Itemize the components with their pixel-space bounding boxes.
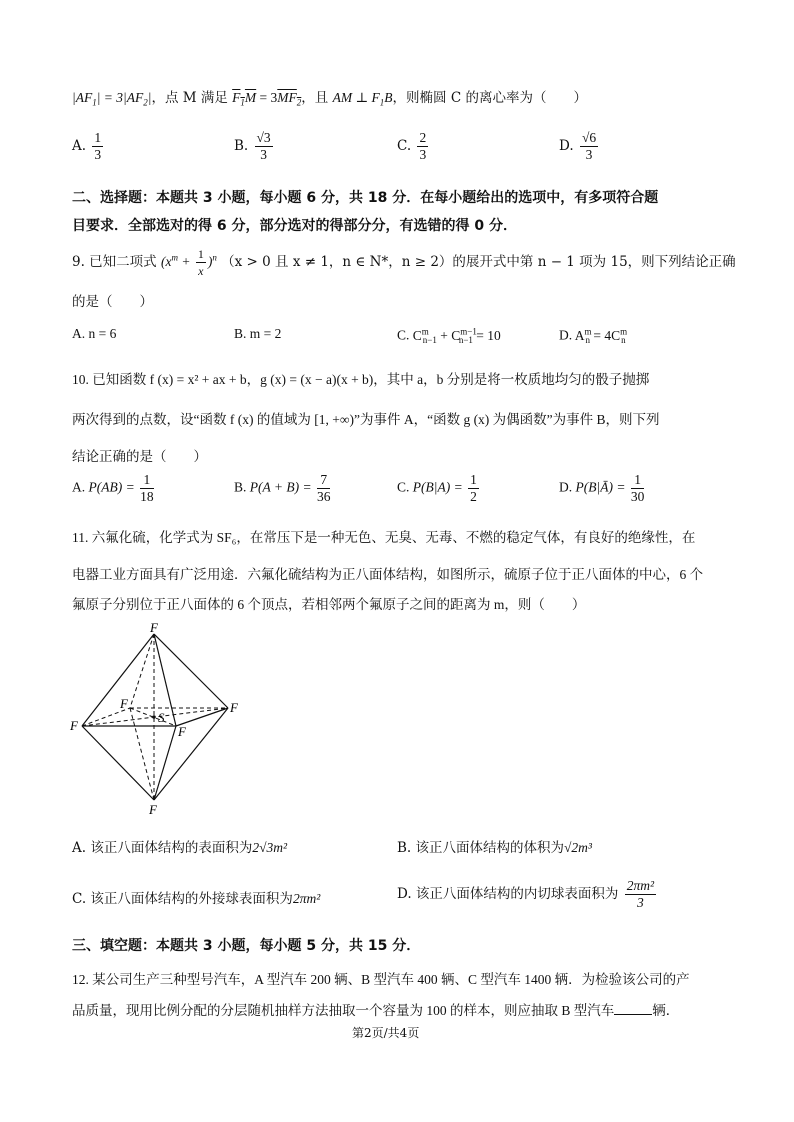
- q11-line2: 电器工业方面具有广泛用途．六氟化硫结构为正八面体结构，如图所示，硫原子位于正八面体的中心，6 个: [72, 567, 704, 582]
- q12-line1: 12. 某公司生产三种型号汽车，A 型汽车 200 辆、B 型汽车 400 辆、C 型汽车 1400 辆．为检验该公司的产: [72, 972, 690, 987]
- q10-option-c[interactable]: C. P(B|A) = $\frac{1}{2}$: [397, 472, 477, 504]
- q8-option-d[interactable]: D. $\frac{√6}{3}$: [559, 130, 597, 162]
- edge: [154, 634, 228, 708]
- q10-option-a[interactable]: A. P(AB) = $\frac{1}{18}$: [72, 472, 154, 504]
- label-left-f: F: [70, 718, 78, 733]
- q11-line1: 11. 六氟化硫，化学式为 SF₆，在常压下是一种无色、无臭、无毒、不燃的稳定气体，有良好的绝缘性，在: [72, 530, 696, 545]
- q10-line2: 两次得到的点数，设“函数 f (x) 的值域为 [1, +∞)”为事件 A，“函数 g (x) 为偶函数”为事件 B，则下列: [72, 412, 660, 427]
- section2-heading-line1: 二、选择题：本题共 3 小题，每小题 6 分，共 18 分．在每小题给出的选项中，有多项符合题: [72, 190, 659, 206]
- label-bottom-f: F: [149, 802, 157, 817]
- q8-option-c[interactable]: C. $\frac{2}{3}$: [397, 130, 427, 162]
- q10-line3: 结论正确的是（ ）: [72, 449, 207, 465]
- q8-option-a[interactable]: A. $\frac{1}{3}$: [72, 130, 102, 162]
- q9-option-c[interactable]: C. $C^m_{n-1} + C^{m-1}_{n-1} = 10$: [397, 326, 501, 346]
- q11-option-b[interactable]: B. 该正八面体结构的体积为√2m³: [397, 840, 592, 856]
- q10-option-b[interactable]: B. P(A + B) = $\frac{7}{36}$: [234, 472, 331, 504]
- q8-option-b[interactable]: B. $\frac{√3}{3}$: [234, 130, 271, 162]
- label-back-f: F: [120, 696, 128, 711]
- hidden-edge: [130, 708, 154, 800]
- q11-option-d[interactable]: D. 该正八面体结构的内切球表面积为 $\frac{\text{2πm²}}{3}$: [397, 878, 655, 910]
- q12-line2: 品质量，现用比例分配的分层随机抽样方法抽取一个容量为 100 的样本，则应抽取 B 型汽车 辆．: [72, 1003, 680, 1018]
- answer-blank[interactable]: [614, 1002, 652, 1015]
- q11-option-c[interactable]: C. 该正八面体结构的外接球表面积为2πm²: [72, 891, 321, 907]
- q9-line2: 的是（ ）: [72, 294, 153, 310]
- section3-heading: 三、填空题：本题共 3 小题，每小题 5 分，共 15 分．: [72, 938, 421, 954]
- center-point: [152, 715, 156, 719]
- page-number: 第2页/共4页: [352, 1026, 420, 1040]
- q9-option-a[interactable]: A. n = 6: [72, 326, 117, 341]
- label-center-s: S: [158, 710, 165, 725]
- q9-option-d[interactable]: D. $A^m_n = 4C^m_n$: [559, 326, 628, 346]
- edge: [82, 726, 154, 800]
- hidden-edge: [130, 634, 154, 708]
- q9-stem: 9. 已知二项式 ($x^m$ + $\frac{1}{x}$ )$^n$ （x > 0 且 x ≠ 1，n ∈ N*，n ≥ 2）的展开式中第 n − 1 项为 15，则下列结论正确: [72, 247, 736, 278]
- q11-line3: 氟原子分别位于正八面体的 6 个顶点，若相邻两个氟原子之间的距离为 m，则（ ）: [72, 597, 586, 612]
- q9-option-b[interactable]: B. m = 2: [234, 326, 282, 341]
- q11-option-a[interactable]: A. 该正八面体结构的表面积为2√3m²: [72, 840, 288, 856]
- label-top-f: F: [150, 622, 158, 635]
- label-front-f: F: [178, 724, 186, 739]
- q10-option-d[interactable]: D. P(B|Ā) = $\frac{1}{30}$: [559, 472, 645, 504]
- octahedron-figure: [68, 622, 258, 818]
- q10-line1: 10. 已知函数 f (x) = x² + ax + b，g (x) = (x − a)(x + b)，其中 a，b 分别是将一枚质地均匀的骰子抛掷: [72, 372, 650, 387]
- label-right-f: F: [230, 700, 238, 715]
- q8-stem: $|AF_1| = 3|AF_2|$，点 M 满足 $F_1M = 3MF_2$，且 AM ⊥ $F_1B$，则椭圆 C 的离心率为（ ）: [72, 90, 587, 108]
- edge: [154, 726, 176, 800]
- section2-heading-line2: 目要求．全部选对的得 6 分，部分选对的得部分分，有选错的得 0 分．: [72, 218, 517, 234]
